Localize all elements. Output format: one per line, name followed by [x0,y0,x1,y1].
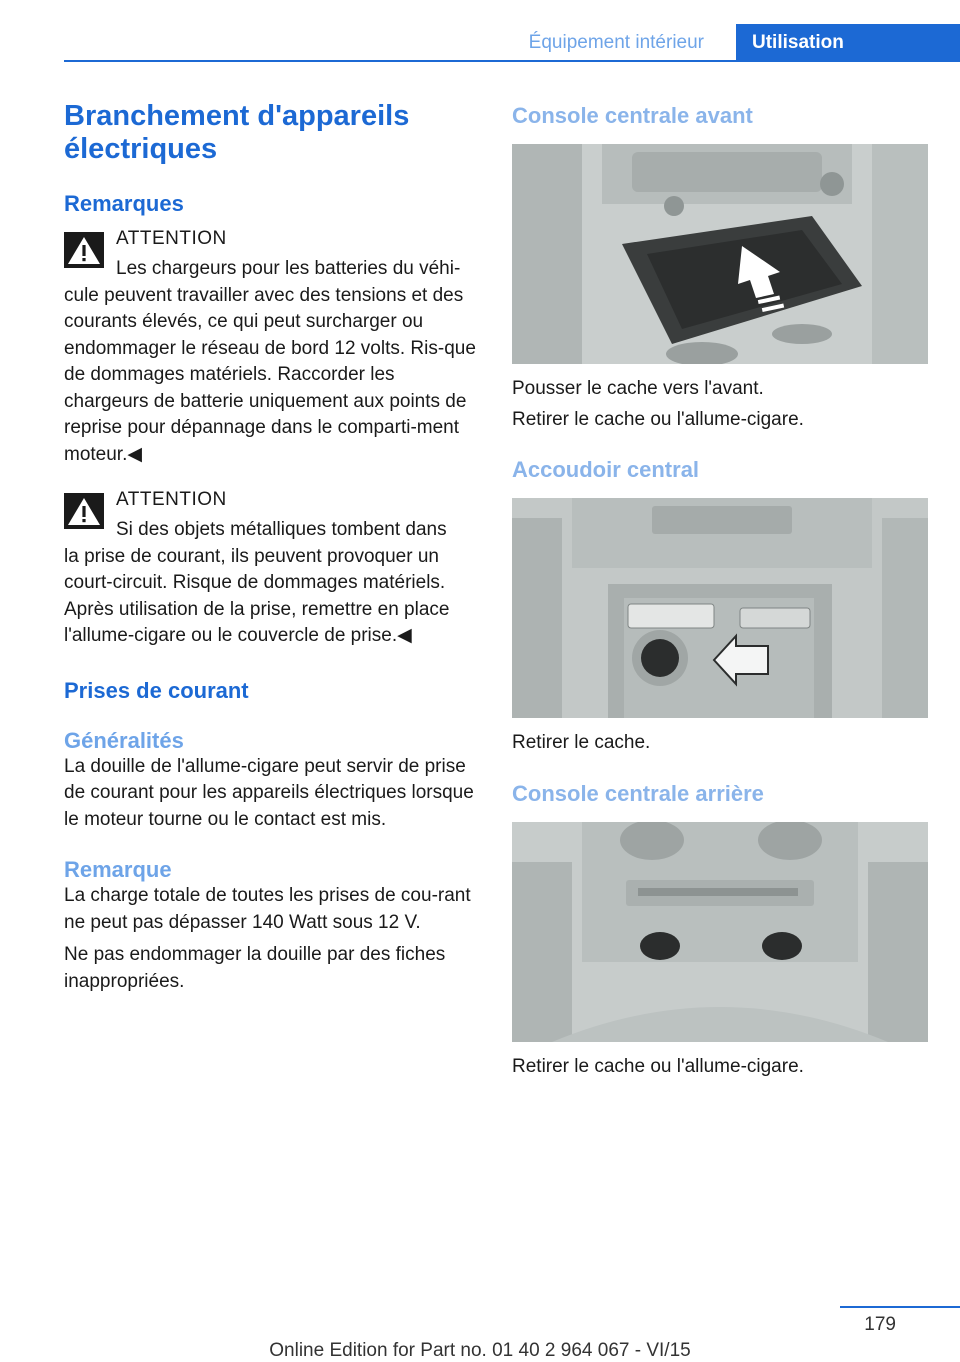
right-column [512,100,928,1080]
rear-console-text: Retirer le cache ou l'allume-cigare. [512,1055,804,1077]
warning-block-2 [64,487,480,650]
front-console-text-1: Pousser le cache vers l'avant. [512,378,764,399]
left-column [64,100,480,995]
warning-text-first-line: Les chargeurs pour les batteries du véhi‐ [116,258,461,279]
header-rule [64,60,960,62]
header-section: Équipement intérieur [528,32,704,53]
remarque-heading: Remarque [64,857,172,882]
page-title-line1: Branchement d'appareils [64,100,410,132]
warning-block-1 [64,226,480,468]
page-number: 179 [864,1314,896,1335]
generalites-text: La douille de l'allume-cigare peut servir de prise de courant pour les appareils électriques lorsque le moteur tourne ou le contact est mis. [64,755,474,830]
front-console-illustration [512,144,928,364]
warning-icon [64,493,104,529]
generalites-heading: Généralités [64,727,184,753]
warning-text: la prise de courant, ils peuvent provoquer un court-circuit. Risque de dommages matériels. Après utilisation de la prise, remettre en place l'allume-cigare ou le couvercle de prise.◀ [64,545,450,646]
page-title-line2: électriques [64,133,218,165]
warning-label: ATTENTION [116,228,227,249]
warning-text-first-line: Si des objets métalliques tombent dans [116,519,447,540]
armrest-text: Retirer le cache. [512,732,651,753]
front-console-text-2: Retirer le cache ou l'allume-cigare. [512,408,804,430]
front-console-heading: Console centrale avant [512,103,753,128]
warning-label: ATTENTION [116,489,227,510]
header-tab: Utilisation [736,24,960,62]
warning-text: cule peuvent travailler avec des tensions et des courants élevés, ce qui peut surcharger ou endommager le réseau de bord 12 volts. Ris‐que de dommages matériels. Raccorder les chargeurs de batterie uniquement aux points de reprise pour dépannage dans le comparti‐ment moteur.◀ [64,284,476,465]
edition-footer: Online Edition for Part no. 01 40 2 964 067 - VI/15 [269,1340,691,1361]
rear-console-heading: Console centrale arrière [512,780,764,806]
footer-rule [840,1306,960,1308]
rear-console-illustration [512,822,928,1042]
remarque-text-1: La charge totale de toutes les prises de cou‐rant ne peut pas dépasser 140 Watt sous 12 V. [64,885,471,933]
warning-icon [64,232,104,268]
prises-heading: Prises de courant [64,677,249,703]
remarque-text-2: Ne pas endommager la douille par des fiches inappropriées. [64,944,446,992]
armrest-illustration [512,498,928,718]
page-header [0,0,960,62]
remarques-heading: Remarques [64,191,184,216]
page-title [64,100,480,166]
armrest-heading: Accoudoir central [512,457,700,482]
